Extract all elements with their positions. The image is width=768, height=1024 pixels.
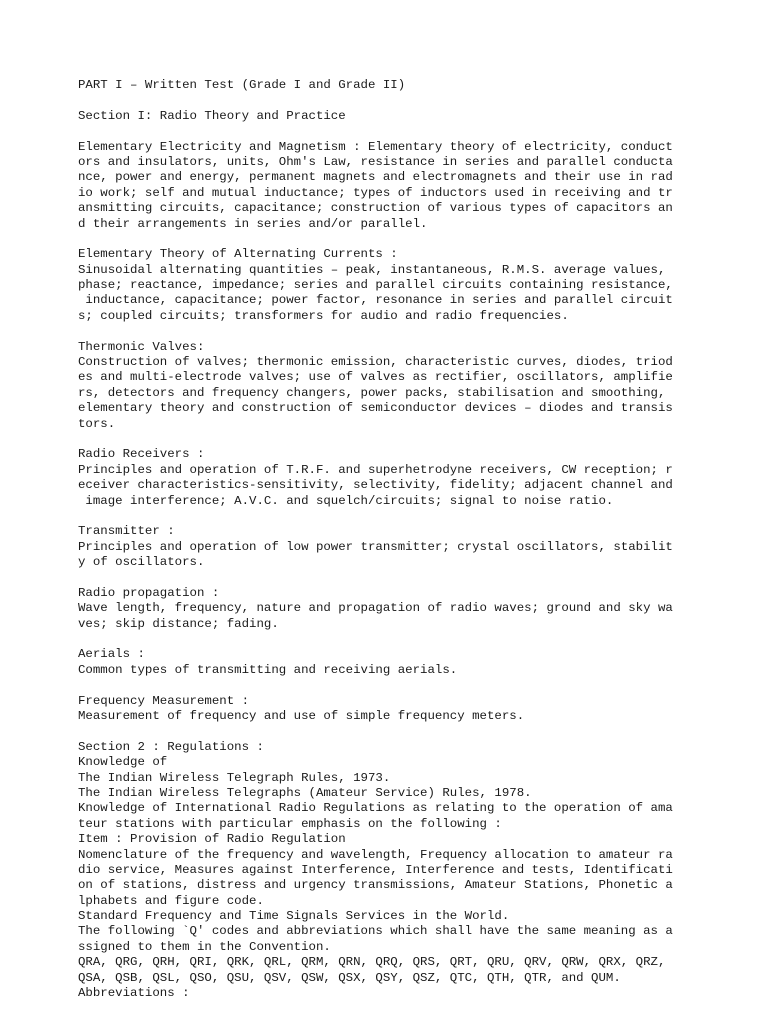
text-line: PART I – Written Test (Grade I and Grade II) xyxy=(78,78,406,92)
paragraph-part-title xyxy=(78,78,758,93)
paragraph-gap xyxy=(78,324,758,339)
text-line: Section 2 : Regulations : xyxy=(78,739,264,754)
text-line: y of oscillators. xyxy=(78,555,205,570)
text-line: Section I: Radio Theory and Practice xyxy=(78,108,346,123)
paragraph-frequency-measurement xyxy=(78,694,758,725)
text-line: tors. xyxy=(78,416,116,431)
text-line: image interference; A.V.C. and squelch/circuits; signal to noise ratio. xyxy=(78,493,614,508)
text-line: Common types of transmitting and receiving aerials. xyxy=(78,662,458,677)
text-line: phase; reactance, impedance; series and parallel circuits containing resistance, xyxy=(78,278,673,293)
text-line: Principles and operation of T.R.F. and superhetrodyne receivers, CW reception; r xyxy=(78,462,673,477)
text-line: Thermonic Valves: xyxy=(78,339,205,354)
paragraph-gap xyxy=(78,509,758,524)
text-line: lphabets and figure code. xyxy=(78,893,264,908)
text-line: d their arrangements in series and/or parallel. xyxy=(78,216,428,231)
text-line: nce, power and energy, permanent magnets and electromagnets and their use in rad xyxy=(78,170,673,185)
paragraph-gap xyxy=(78,124,758,139)
text-line: rs, detectors and frequency changers, power packs, stabilisation and smoothing, xyxy=(78,385,666,400)
text-line: Sinusoidal alternating quantities – peak, instantaneous, R.M.S. average values, xyxy=(78,262,666,277)
paragraph-gap xyxy=(78,571,758,586)
text-line: inductance, capacitance; power factor, resonance in series and parallel circuit xyxy=(78,293,673,308)
text-line: The Indian Wireless Telegraphs (Amateur Service) Rules, 1978. xyxy=(78,785,532,800)
paragraph-transmitter xyxy=(78,524,758,570)
text-line: Knowledge of International Radio Regulations as relating to the operation of ama xyxy=(78,801,673,816)
text-line: The following `Q' codes and abbreviations which shall have the same meaning as a xyxy=(78,924,673,939)
text-line: Radio propagation : xyxy=(78,585,220,600)
text-line: Nomenclature of the frequency and wavelength, Frequency allocation to amateur ra xyxy=(78,847,673,862)
paragraph-gap xyxy=(78,432,758,447)
text-line: QSA, QSB, QSL, QSO, QSU, QSV, QSW, QSX, QSY, QSZ, QTC, QTH, QTR, and QUM. xyxy=(78,970,621,985)
text-line: Transmitter : xyxy=(78,524,175,539)
text-line: eceiver characteristics-sensitivity, selectivity, fidelity; adjacent channel and xyxy=(78,478,673,493)
paragraph-section-2-regulations xyxy=(78,740,758,1002)
text-line: Knowledge of xyxy=(78,755,168,770)
paragraph-radio-receivers xyxy=(78,447,758,509)
text-line: The Indian Wireless Telegraph Rules, 1973. xyxy=(78,770,391,785)
text-line: Elementary Electricity and Magnetism : Elementary theory of electricity, conduct xyxy=(78,139,673,154)
text-line: s; coupled circuits; transformers for audio and radio frequencies. xyxy=(78,308,569,323)
text-line: Measurement of frequency and use of simple frequency meters. xyxy=(78,709,525,724)
text-line: ves; skip distance; fading. xyxy=(78,616,279,631)
paragraph-gap xyxy=(78,724,758,739)
text-line: Frequency Measurement : xyxy=(78,693,250,708)
text-line: on of stations, distress and urgency transmissions, Amateur Stations, Phonetic a xyxy=(78,878,673,893)
text-line: QRA, QRG, QRH, QRI, QRK, QRL, QRM, QRN, QRQ, QRS, QRT, QRU, QRV, QRW, QRX, QRZ, xyxy=(78,955,666,970)
paragraph-radio-propagation xyxy=(78,586,758,632)
text-line: Aerials : xyxy=(78,647,145,662)
paragraph-alternating-currents xyxy=(78,247,758,324)
paragraph-aerials xyxy=(78,647,758,678)
text-line: Standard Frequency and Time Signals Services in the World. xyxy=(78,909,510,924)
text-line: dio service, Measures against Interference, Interference and tests, Identificati xyxy=(78,862,673,877)
paragraph-thermonic-valves xyxy=(78,340,758,432)
paragraph-gap xyxy=(78,678,758,693)
paragraph-electricity-magnetism xyxy=(78,140,758,232)
text-line: ansmitting circuits, capacitance; construction of various types of capacitors an xyxy=(78,201,673,216)
text-line: es and multi-electrode valves; use of valves as rectifier, oscillators, amplifie xyxy=(78,370,673,385)
text-line: Construction of valves; thermonic emission, characteristic curves, diodes, triod xyxy=(78,355,673,370)
document-page xyxy=(78,78,758,1001)
text-line: Item : Provision of Radio Regulation xyxy=(78,832,346,847)
text-line: ssigned to them in the Convention. xyxy=(78,939,331,954)
text-line: Principles and operation of low power transmitter; crystal oscillators, stabilit xyxy=(78,539,673,554)
text-line: teur stations with particular emphasis on the following : xyxy=(78,816,502,831)
text-line: Radio Receivers : xyxy=(78,447,205,462)
text-line: ors and insulators, units, Ohm's Law, resistance in series and parallel conducta xyxy=(78,154,673,169)
paragraph-gap xyxy=(78,632,758,647)
paragraph-gap xyxy=(78,232,758,247)
text-line: Wave length, frequency, nature and propagation of radio waves; ground and sky wa xyxy=(78,601,673,616)
text-line: elementary theory and construction of semiconductor devices – diodes and transis xyxy=(78,401,673,416)
paragraph-gap xyxy=(78,93,758,108)
paragraph-section-1-title xyxy=(78,109,758,124)
text-line: io work; self and mutual inductance; types of inductors used in receiving and tr xyxy=(78,185,673,200)
text-line: Abbreviations : xyxy=(78,986,190,1001)
text-line: Elementary Theory of Alternating Currents : xyxy=(78,247,398,262)
